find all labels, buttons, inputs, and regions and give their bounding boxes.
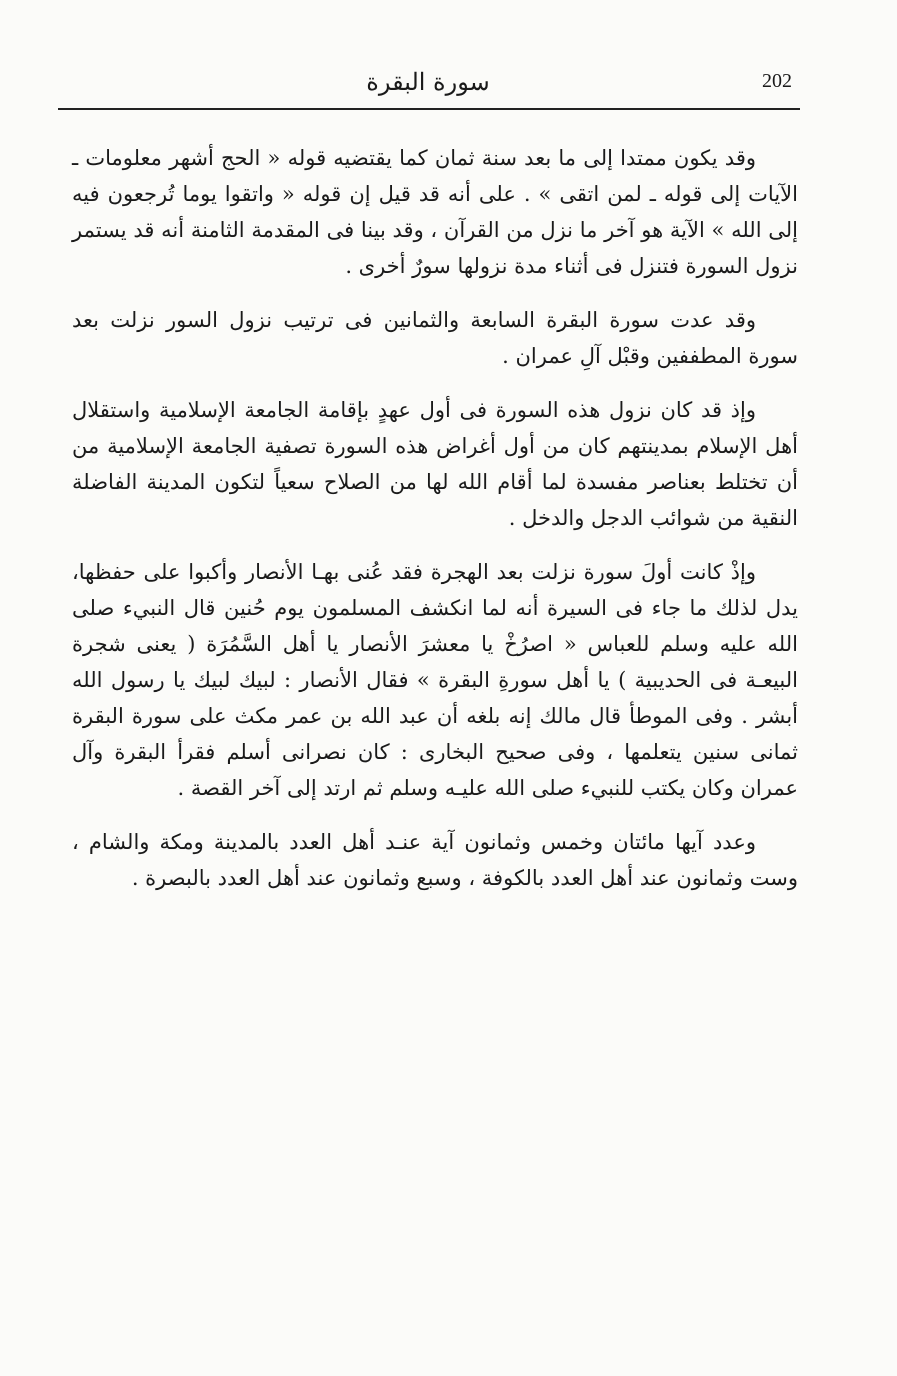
page-header <box>58 58 798 108</box>
header-divider <box>58 108 800 110</box>
body-text <box>72 140 798 914</box>
page-number: 202 <box>762 70 792 92</box>
paragraph-4: وإذْ كانت أولَ سورة نزلت بعد الهجرة فقد عُنى بهـا الأنصار وأكبوا على حفظها، يدل لذلك ما جاء فى السيرة أنه لما انكشف المسلمون يوم حُنين قال النبيء صلى الله عليه وسلم للعباس « اصرُخْ يا معشرَ الأنصار يا أهل السَّمُرَة ( يعنى شجرة البيعـة فى الحديبية ) يا أهل سورةِ البقرة » فقال الأنصار : لبيك لبيك يا رسول الله أبشر . وفى الموطأ قال مالك إنه بلغه أن عبد الله بن عمر مكث على سورة البقرة ثمانى سنين يتعلمها ، وفى صحيح البخارى : كان نصرانى أسلم فقرأ البقرة وآل عمران وكان يكتب للنبيء صلى الله عليـه وسلم ثم ارتد إلى آخر القصة . <box>72 560 798 800</box>
paragraph-5: وعدد آيها مائتان وخمس وثمانون آية عنـد أهل العدد بالمدينة ومكة والشام ، وست وثمانون عند أهل العدد بالكوفة ، وسبع وثمانون عند أهل العدد بالبصرة . <box>72 830 798 890</box>
paragraph-2: وقد عدت سورة البقرة السابعة والثمانين فى ترتيب نزول السور نزلت بعد سورة المطففين وقبْل آلِ عمران . <box>72 308 798 368</box>
running-title: سورة البقرة <box>366 68 490 96</box>
paragraph-3: وإذ قد كان نزول هذه السورة فى أول عهدٍ بإقامة الجامعة الإسلامية واستقلال أهل الإسلام بمدينتهم كان من أول أغراض هذه السورة تصفية الجامعة الإسلامية من أن تختلط بعناصر مفسدة لما أقام الله لها من الصلاح سعياً لتكون المدينة الفاضلة النقية من شوائب الدجل والدخل . <box>72 398 798 530</box>
paragraph-1: وقد يكون ممتدا إلى ما بعد سنة ثمان كما يقتضيه قوله « الحج أشهر معلومات ـ الآيات إلى قوله ـ لمن اتقى » . على أنه قد قيل إن قوله « واتقوا يوما تُرجعون فيه إلى الله » الآية هو آخر ما نزل من القرآن ، وقد بينا فى المقدمة الثامنة أنه قد يستمر نزول السورة فتنزل فى أثناء مدة نزولها سورٌ أخرى . <box>72 146 798 278</box>
